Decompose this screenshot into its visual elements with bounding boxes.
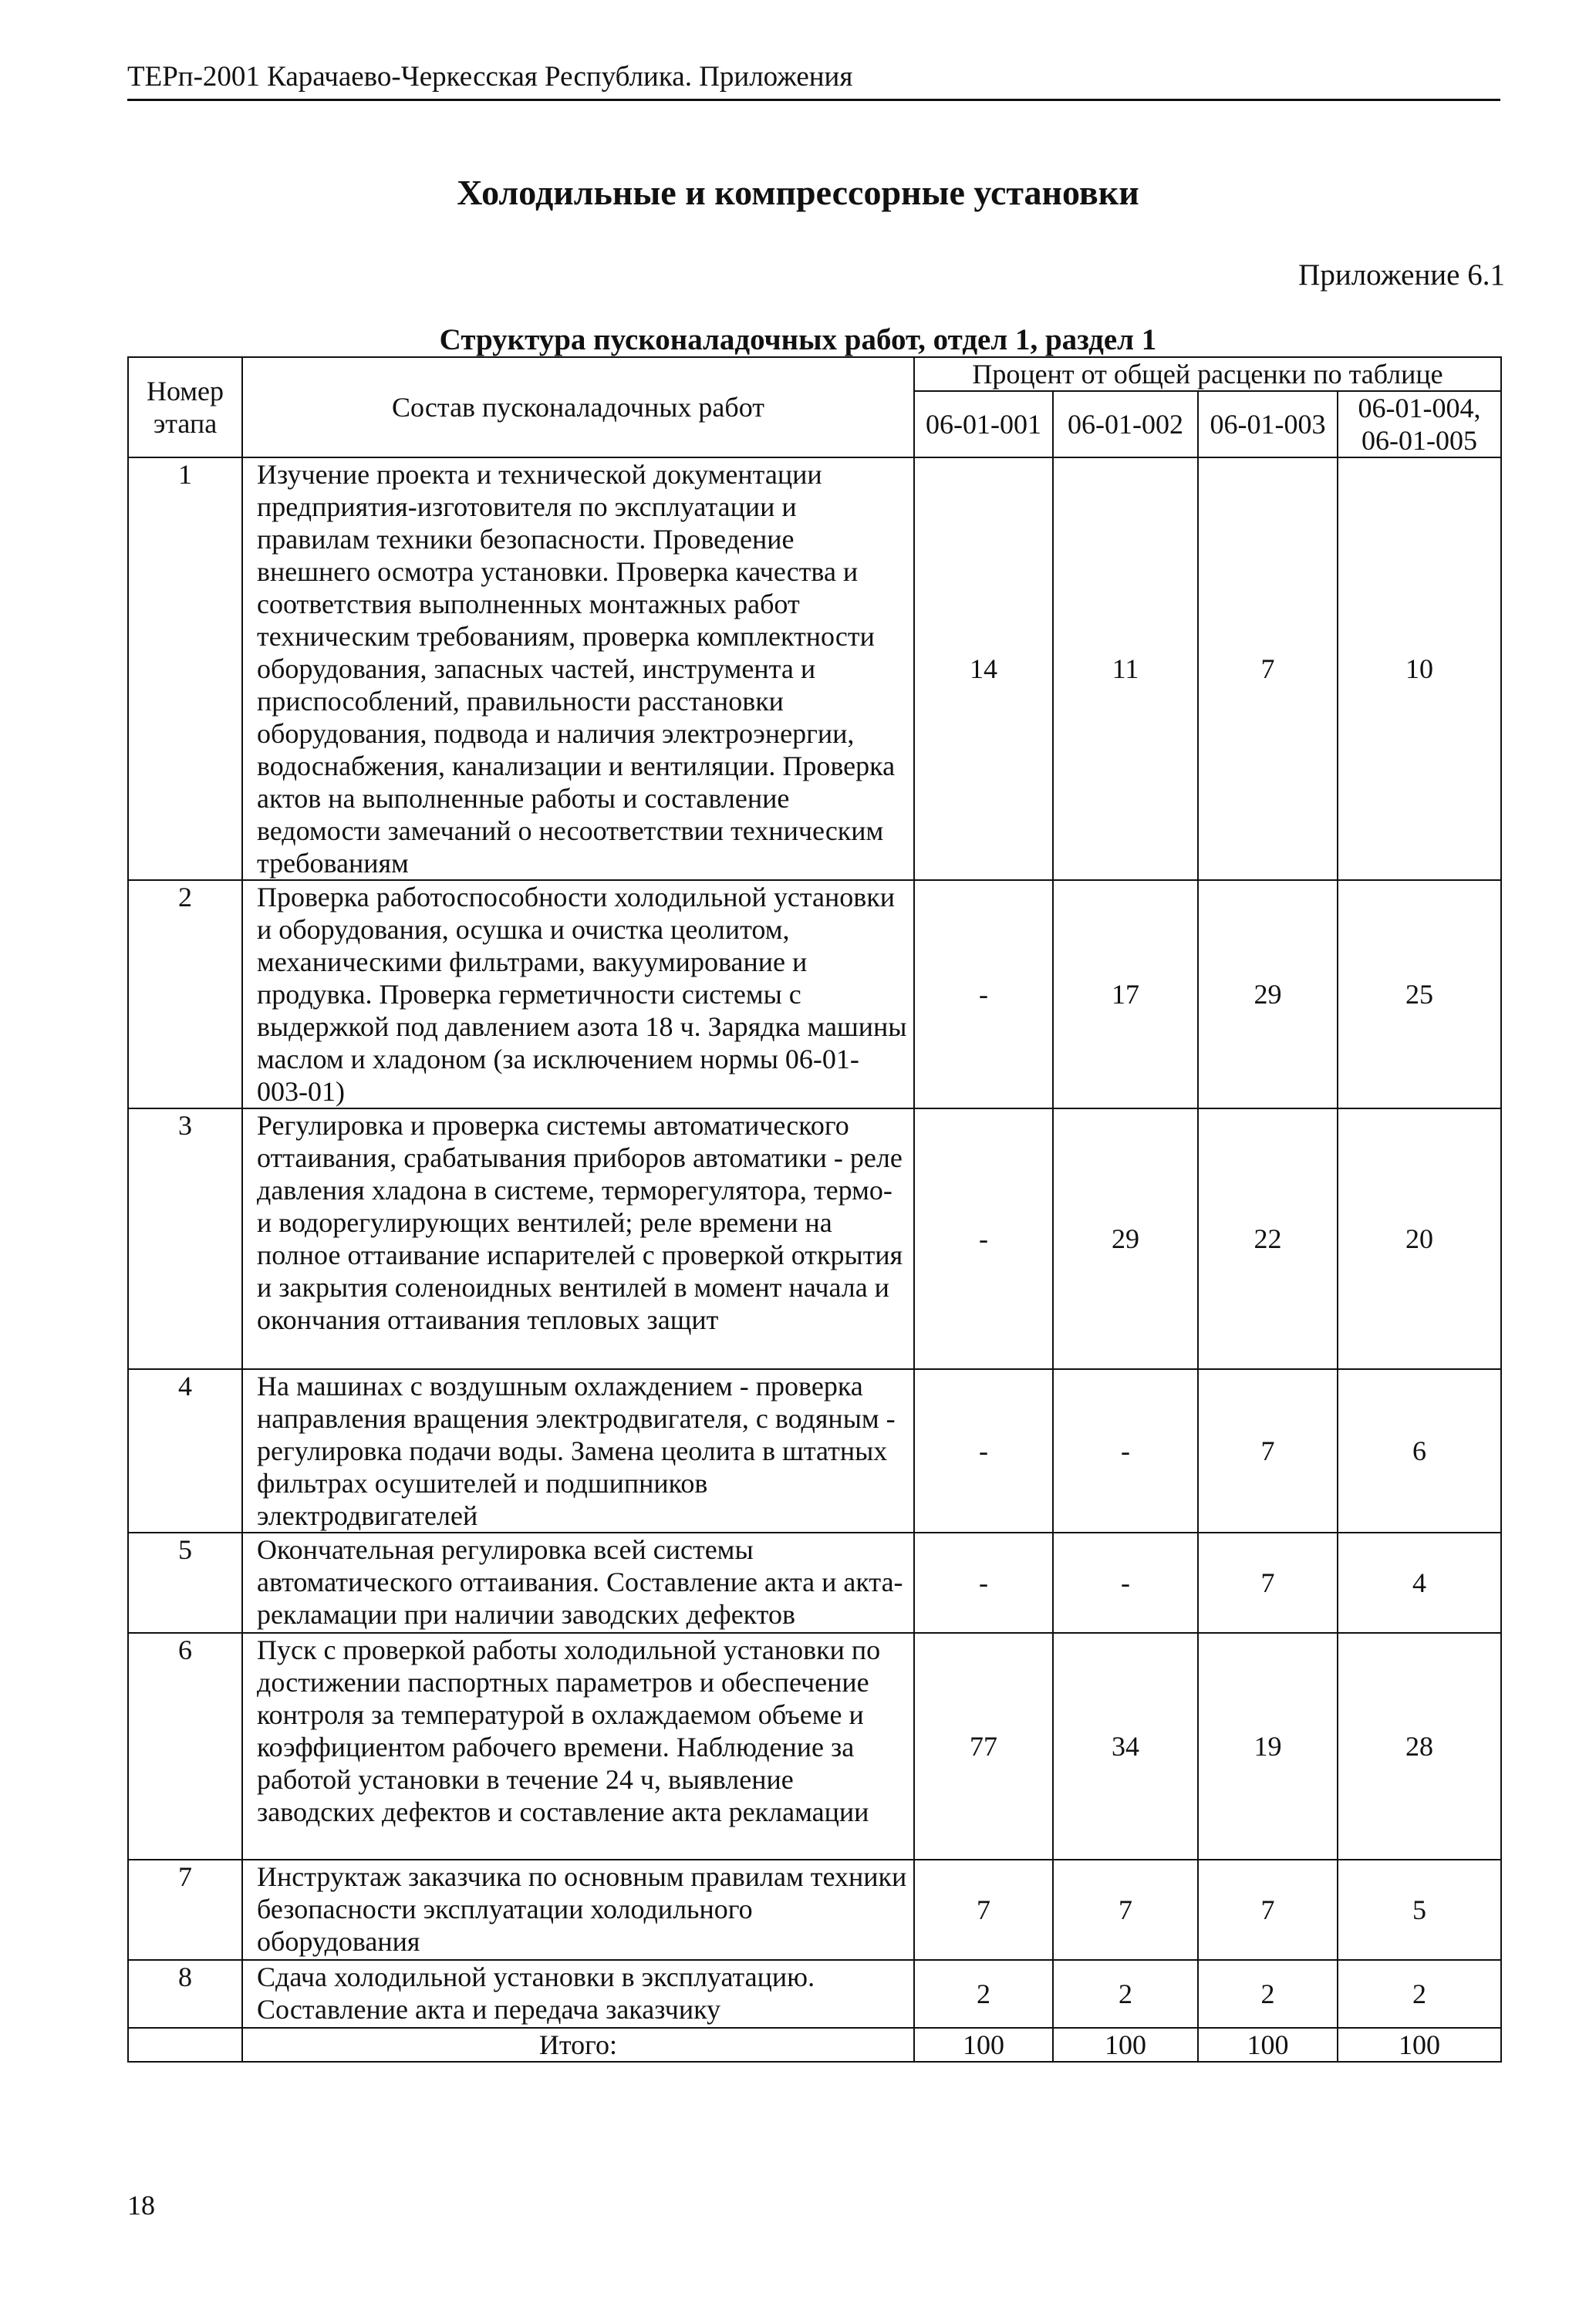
header-percent-group: Процент от общей расценки по таблице (914, 357, 1501, 391)
table-row (128, 1369, 1501, 1533)
percent-06-01-003: 29 (1198, 880, 1338, 1108)
percent-06-01-003: 19 (1198, 1633, 1338, 1860)
table-caption: Структура пусконаладочных работ, отдел 1, раздел 1 (439, 323, 1157, 356)
stage-number: 4 (128, 1369, 242, 1533)
stage-description: На машинах с воздушным охлаждением - проверка направления вращения электродвигателя, с водяным - регулировка подачи воды. Замена цеолита в штатных фильтрах осушителей и подшипников электродвигателей (242, 1369, 914, 1533)
stage-description: Проверка работоспособности холодильной установки и оборудования, осушка и очистка цеолитом, механическими фильтрами, вакуумирование и продувка. Проверка герметичности системы с выдержкой под давлением азота 18 ч. Зарядка машины маслом и хладоном (за исключением нормы 06-01-003-01) (242, 880, 914, 1108)
percent-06-01-004-005: 4 (1338, 1533, 1501, 1633)
table-row (128, 457, 1501, 880)
percent-06-01-002: - (1053, 1533, 1198, 1633)
percent-06-01-001: - (914, 1108, 1053, 1369)
table-row (128, 1633, 1501, 1860)
stage-description: Регулировка и проверка системы автоматического оттаивания, срабатывания приборов автоматики - реле давления хладона в системе, терморегулятора, термо- и водорегулирующих вентилей; реле времени на полное оттаивание испарителей с проверкой открытия и закрытия соленоидных вентилей в момент начала и окончания оттаивания тепловых защит (242, 1108, 914, 1369)
header-code-2: 06-01-002 (1053, 391, 1198, 457)
stage-description: Изучение проекта и технической документации предприятия-изготовителя по эксплуатации и правилам техники безопасности. Проведение внешнего осмотра установки. Проверка качества и соответствия выполненных монтажных работ техническим требованиям, проверка комплектности оборудования, запасных частей, инструмента и приспособлений, правильности расстановки оборудования, подвода и наличия электроэнергии, водоснабжения, канализации и вентиляции. Проверка актов на выполненные работы и составление ведомости замечаний о несоответствии техническим требованиям (242, 457, 914, 880)
stage-number: 8 (128, 1960, 242, 2028)
total-label: Итого: (242, 2028, 914, 2062)
total-06-01-002: 100 (1053, 2028, 1198, 2062)
percent-06-01-002: 34 (1053, 1633, 1198, 1860)
table-row (128, 880, 1501, 1108)
stage-number: 3 (128, 1108, 242, 1369)
header-code-1: 06-01-001 (914, 391, 1053, 457)
header-code-3: 06-01-003 (1198, 391, 1338, 457)
percent-06-01-001: 7 (914, 1860, 1053, 1960)
percent-06-01-004-005: 2 (1338, 1960, 1501, 2028)
percent-06-01-002: 2 (1053, 1960, 1198, 2028)
table-row (128, 1108, 1501, 1369)
percent-06-01-001: - (914, 880, 1053, 1108)
percent-06-01-002: 7 (1053, 1860, 1198, 1960)
table-header-row (128, 357, 1501, 391)
percent-06-01-002: - (1053, 1369, 1198, 1533)
percent-06-01-001: 14 (914, 457, 1053, 880)
percent-06-01-003: 7 (1198, 1369, 1338, 1533)
percent-06-01-004-005: 5 (1338, 1860, 1501, 1960)
table-row (128, 1960, 1501, 2028)
total-06-01-003: 100 (1198, 2028, 1338, 2062)
percent-06-01-003: 7 (1198, 457, 1338, 880)
header-divider (127, 99, 1500, 101)
stage-number: 1 (128, 457, 242, 880)
percent-06-01-003: 22 (1198, 1108, 1338, 1369)
percent-06-01-004-005: 28 (1338, 1633, 1501, 1860)
header-description: Состав пусконаладочных работ (242, 357, 914, 457)
percent-06-01-002: 11 (1053, 457, 1198, 880)
running-header: ТЕРп-2001 Карачаево-Черкесская Республика. Приложения (127, 61, 853, 93)
percent-06-01-001: 2 (914, 1960, 1053, 2028)
table-total-row (128, 2028, 1501, 2062)
percent-06-01-004-005: 10 (1338, 457, 1501, 880)
stage-number: 2 (128, 880, 242, 1108)
page-title: Холодильные и компрессорные установки (457, 173, 1139, 212)
total-empty-cell (128, 2028, 242, 2062)
header-stage-number: Номер этапа (128, 357, 242, 457)
percent-06-01-003: 7 (1198, 1860, 1338, 1960)
percent-06-01-003: 7 (1198, 1533, 1338, 1633)
stage-number: 7 (128, 1860, 242, 1960)
stage-description: Сдача холодильной установки в эксплуатацию. Составление акта и передача заказчику (242, 1960, 914, 2028)
percent-06-01-001: 77 (914, 1633, 1053, 1860)
percent-06-01-001: - (914, 1369, 1053, 1533)
percent-06-01-002: 29 (1053, 1108, 1198, 1369)
page-number: 18 (127, 2190, 155, 2221)
stage-description: Окончательная регулировка всей системы автоматического оттаивания. Составление акта и акта-рекламации при наличии заводских дефектов (242, 1533, 914, 1633)
percent-06-01-002: 17 (1053, 880, 1198, 1108)
table-row (128, 1860, 1501, 1960)
works-structure-table (127, 356, 1502, 2063)
total-06-01-001: 100 (914, 2028, 1053, 2062)
total-06-01-004-005: 100 (1338, 2028, 1501, 2062)
stage-description: Пуск с проверкой работы холодильной установки по достижении паспортных параметров и обеспечение контроля за температурой в охлаждаемом объеме и коэффициентом рабочего времени. Наблюдение за работой установки в течение 24 ч, выявление заводских дефектов и составление акта рекламации (242, 1633, 914, 1860)
header-code-4: 06-01-004, 06-01-005 (1338, 391, 1501, 457)
table-row (128, 1533, 1501, 1633)
stage-number: 5 (128, 1533, 242, 1633)
stage-description: Инструктаж заказчика по основным правилам техники безопасности эксплуатации холодильного оборудования (242, 1860, 914, 1960)
percent-06-01-004-005: 25 (1338, 880, 1501, 1108)
appendix-label: Приложение 6.1 (1298, 258, 1505, 292)
percent-06-01-003: 2 (1198, 1960, 1338, 2028)
percent-06-01-004-005: 20 (1338, 1108, 1501, 1369)
percent-06-01-001: - (914, 1533, 1053, 1633)
percent-06-01-004-005: 6 (1338, 1369, 1501, 1533)
stage-number: 6 (128, 1633, 242, 1860)
